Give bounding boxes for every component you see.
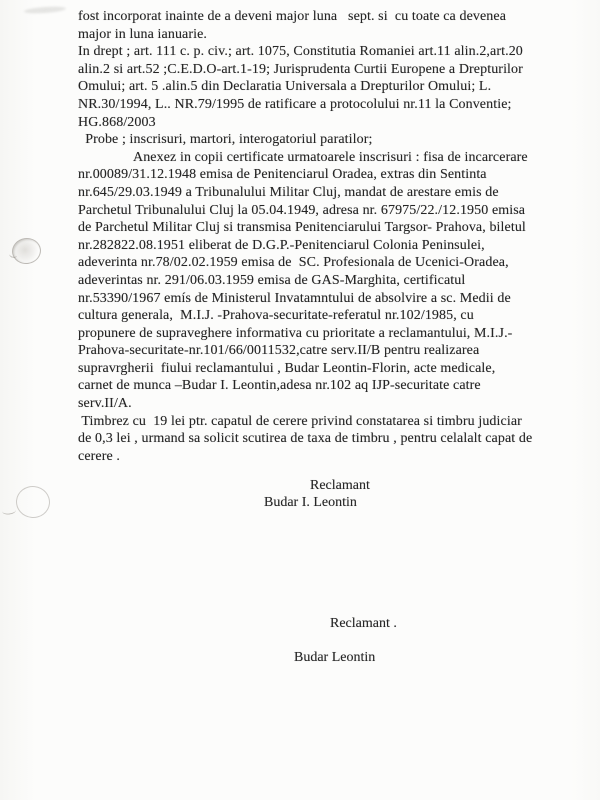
- document-line: de 0,3 lei , urmand sa solicit scutirea de taxa de timbru , pentru celalalt capat de: [78, 431, 533, 447]
- document-line: In drept ; art. 111 c. p. civ.; art. 1075, Constitutia Romaniei art.11 alin.2,art.20: [78, 44, 523, 60]
- document-line: Anexez in copii certificate urmatoarele inscrisuri : fisa de incarcerare: [133, 149, 528, 165]
- document-line: Omului; art. 5 .alin.5 din Declaratia Universala a Drepturilor Omului; L.: [78, 79, 492, 95]
- document-line: Prahova-securitate-nr.101/66/0011532,catre serv.II/B pentru realizarea: [78, 343, 480, 359]
- document-line: serv.II/A.: [78, 396, 132, 412]
- signature-role: Reclamant: [310, 478, 370, 493]
- document-line: nr.645/29.03.1949 a Tribunalului Militar Cluj, mandat de arestare emis de: [78, 184, 499, 200]
- document-line: adeverinta nr.78/02.02.1959 emisa de SC. Profesionala de Ucenici-Oradea,: [78, 255, 509, 271]
- document-line: alin.2 si art.52 ;C.E.D.O-art.1-19; Jurisprudenta Curtii Europene a Drepturilor: [78, 61, 523, 77]
- document-line: propunere de supraveghere informativa cu prioritate a reclamantului, M.I.J.-: [78, 325, 513, 341]
- document-line: Parchetul Tribunalului Cluj la 05.04.1949, adresa nr. 67975/22./12.1950 emisa: [78, 202, 526, 218]
- document-line: nr.282822.08.1951 eliberat de D.G.P.-Penitenciarul Colonia Peninsulei,: [78, 237, 485, 253]
- document-line: cerere .: [78, 448, 120, 464]
- document-line: NR.30/1994, L.. NR.79/1995 de ratificare a protocolului nr.11 la Conventie;: [78, 96, 512, 112]
- document-line: cultura generala, M.I.J. -Prahova-securitate-referatul nr.102/1985, cu: [78, 308, 474, 324]
- document-line: HG.868/2003: [78, 114, 156, 130]
- hole-punch-mark: [14, 484, 51, 519]
- document-line: de Parchetul Militar Cluj si transmisa Penitenciarului Targsor- Prahova, biletul: [78, 220, 526, 236]
- document-line: Probe ; inscrisuri, martori, interogatoriul paratilor;: [78, 132, 373, 148]
- document-line: major in luna ianuarie.: [78, 26, 208, 42]
- signature-name: Budar Leontin: [294, 650, 376, 665]
- document-line: nr.53390/1967 emís de Ministerul Invatamntului de absolvire a sc. Medii de: [78, 290, 511, 306]
- hole-punch-mark: [10, 236, 42, 266]
- signature-name: Budar I. Leontin: [264, 495, 357, 510]
- document-line: supravrgherii fiului reclamantului , Budar Leontin-Florin, acte medicale,: [78, 360, 496, 376]
- signature-role: Reclamant .: [330, 616, 397, 631]
- document-line: fost incorporat inainte de a deveni major luna sept. si cu toate ca devenea: [78, 9, 507, 24]
- document-line: adeverintas nr. 291/06.03.1959 emisa de GAS-Marghita, certificatul: [78, 272, 466, 288]
- document-body: [78, 8, 583, 465]
- document-line: Timbrez cu 19 lei ptr. capatul de cerere privind constatarea si timbru judiciar: [78, 413, 522, 429]
- document-line: carnet de munca –Budar I. Leontin,adesa nr.102 aq IJP-securitate catre: [78, 378, 481, 394]
- pencil-smudge-mark: [24, 6, 66, 15]
- document-line: nr.00089/31.12.1948 emisa de Penitenciarul Oradea, extras din Sentinta: [78, 167, 487, 183]
